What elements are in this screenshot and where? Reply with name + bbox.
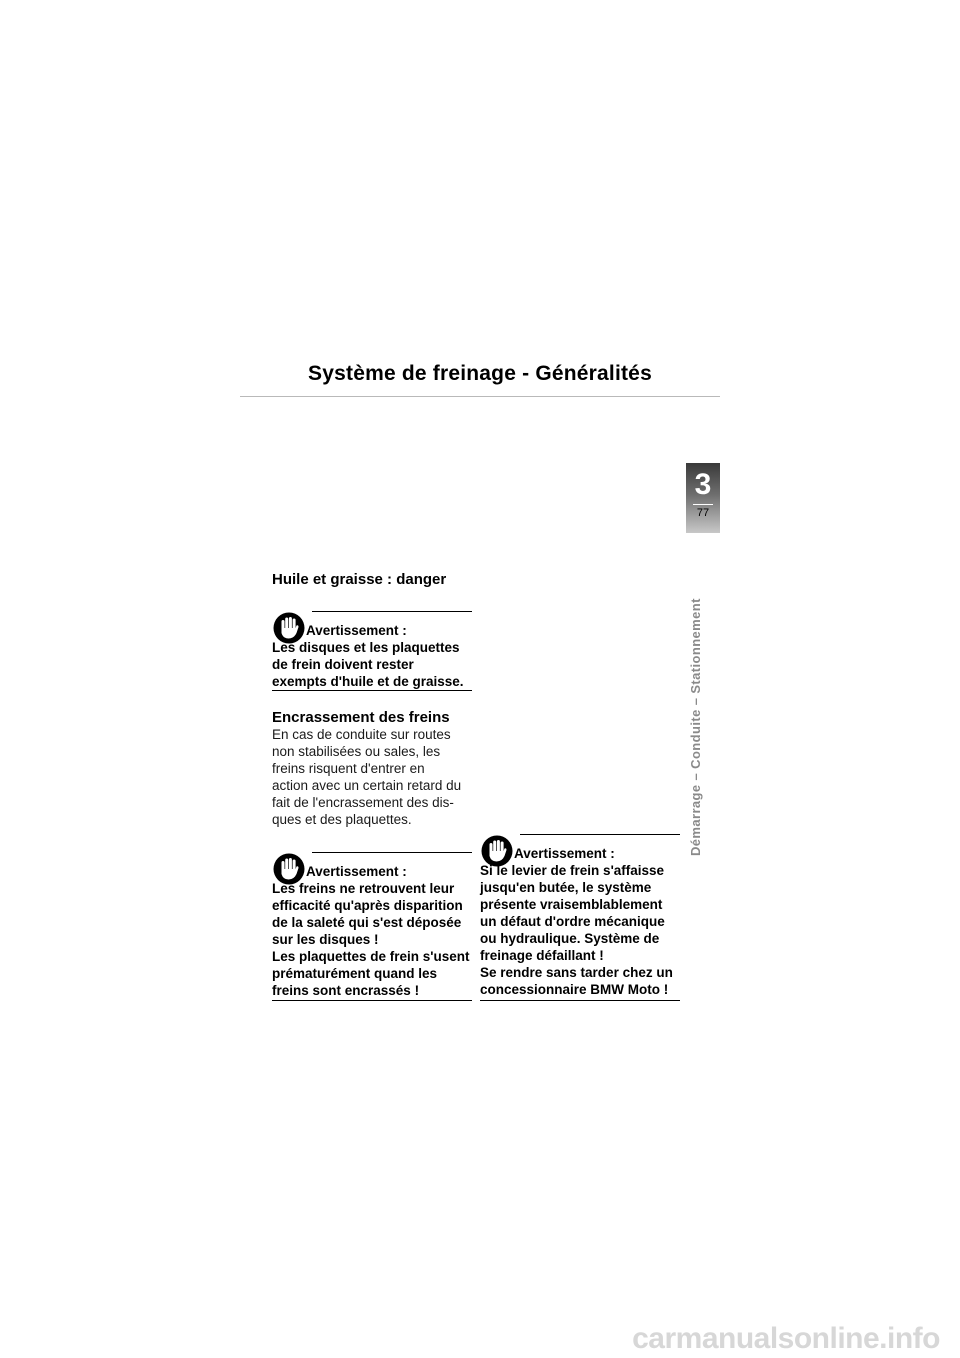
section-heading-fouling: Encrassement des freins [272,709,450,726]
warning-bottom-rule [272,1000,472,1001]
warning-text: Si le levier de frein s'affaisse jusqu'en butée, le système présente vraisemblablement un défaut d'ordre mécanique ou hydraulique. Système de freinage défaillant ! Se rendre sans tarder chez un concessionnaire BMW Moto ! [480,863,673,997]
chapter-divider [693,504,713,505]
warning-bottom-rule [480,1000,680,1001]
page-number: 77 [696,507,710,519]
title-divider [240,396,720,397]
chapter-side-label: Démarrage – Conduite – Stationnement [688,598,703,856]
chapter-tab [686,463,720,533]
warning-text: Les freins ne retrouvent leur efficacité qu'après disparition de la saleté qui s'est déposée sur les disques ! Les plaquettes de frein s'usent prématurément quand les freins sont encrassés ! [272,881,470,998]
warning-label: Avertissement : [306,864,407,879]
footer-watermark: carmanualsonline.info [632,1322,940,1355]
section-body-fouling: En cas de conduite sur routes non stabilisées ou sales, les freins risquent d'entrer en action avec un certain retard du fait de l'encrassement des dis- ques et des plaquettes. [272,727,462,827]
warning-fouling [272,852,472,1002]
warning-label: Avertissement : [514,846,615,861]
section-heading-oil: Huile et graisse : danger [272,571,447,588]
warning-top-rule [312,611,472,612]
chapter-number: 3 [694,468,712,501]
page-title: Système de freinage - Généralités [308,362,652,385]
warning-top-rule [520,834,680,835]
warning-label: Avertissement : [306,623,407,638]
warning-top-rule [312,852,472,853]
warning-text: Les disques et les plaquettes de frein doivent rester exempts d'huile et de graisse. [272,640,464,689]
warning-bottom-rule [272,690,472,691]
warning-oil [272,611,472,691]
warning-lever [480,834,680,1002]
